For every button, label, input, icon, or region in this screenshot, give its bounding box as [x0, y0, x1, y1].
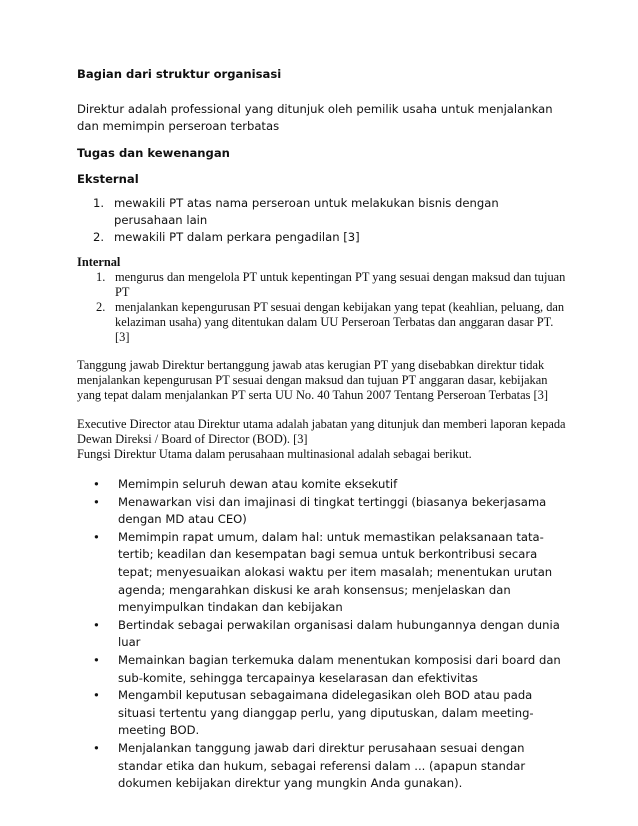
bullet-icon: •	[93, 529, 100, 544]
intro-paragraph: Direktur adalah professional yang ditunjuk oleh pemilik usaha untuk menjalankan dan memimpin perseroan terbatas	[77, 102, 553, 133]
list-number: 2.	[96, 300, 106, 314]
list-item	[77, 195, 567, 229]
executive-paragraph: Executive Director atau Direktur utama adalah jabatan yang ditunjuk dan memberi laporan kepada Dewan Direksi / Board of Director (BOD). [3]	[77, 417, 566, 446]
list-number: 2.	[93, 230, 105, 244]
bullet-text: Menawarkan visi dan imajinasi di tingkat tertinggi (biasanya bekerjasama dengan MD atau CEO)	[118, 494, 547, 527]
bullet-item	[77, 687, 567, 740]
bullet-icon: •	[93, 652, 100, 667]
bullet-item	[77, 494, 567, 529]
list-item	[77, 270, 567, 300]
bullet-text: Bertindak sebagai perwakilan organisasi dalam hubungannya dengan dunia luar	[118, 617, 560, 650]
internal-list	[77, 270, 567, 345]
fungsi-paragraph: Fungsi Direktur Utama dalam perusahaan multinasional adalah sebagai berikut.	[77, 447, 472, 461]
tugas-heading: Tugas dan kewenangan	[77, 146, 230, 160]
bullet-icon: •	[93, 477, 100, 491]
bullet-item	[77, 529, 567, 617]
bullet-item	[77, 740, 567, 793]
list-item	[77, 229, 567, 246]
bullet-text: Memimpin rapat umum, dalam hal: untuk memastikan pelaksanaan tata-tertib; keadilan dan kesempatan bagi semua untuk berkontribusi secara tepat; menyesuaikan alokasi waktu per item masalah; menentukan urutan agenda; mengarahkan diskusi ke arah konsensus; menjelaskan dan menyimpulkan tindakan dan kebijakan	[118, 529, 553, 615]
list-number: 1.	[93, 196, 105, 210]
document-heading: Bagian dari struktur organisasi	[77, 67, 282, 81]
eksternal-list	[77, 195, 567, 246]
bullet-icon: •	[93, 617, 100, 632]
bullet-icon: •	[93, 494, 100, 509]
list-number: 1.	[96, 270, 106, 284]
list-text: mewakili PT atas nama perseroan untuk melakukan bisnis dengan perusahaan lain	[114, 196, 499, 227]
bullet-item	[77, 617, 567, 652]
list-text: mewakili PT dalam perkara pengadilan [3]	[114, 230, 360, 244]
bullet-text: Mengambil keputusan sebagaimana didelegasikan oleh BOD atau pada situasi tertentu yang dianggap perlu, yang diputuskan, dalam meeting-meeting BOD.	[118, 688, 534, 738]
bullet-item	[77, 476, 567, 494]
document-page	[77, 66, 567, 793]
fungsi-bullet-list	[77, 476, 567, 793]
tanggung-jawab-paragraph: Tanggung jawab Direktur bertanggung jawab atas kerugian PT yang disebabkan direktur tidak menjalankan kepengurusan PT sesuai dengan maksud dan tujuan PT anggaran dasar, kebijakan yang tepat dalam menjalankan PT serta UU No. 40 Tahun 2007 Tentang Perseroan Terbatas [3]	[77, 358, 548, 402]
list-item	[77, 300, 567, 345]
bullet-text: Memimpin seluruh dewan atau komite eksekutif	[118, 477, 398, 491]
list-text: mengurus dan mengelola PT untuk kepentingan PT yang sesuai dengan maksud dan tujuan PT	[115, 270, 566, 299]
eksternal-heading: Eksternal	[77, 172, 139, 186]
bullet-item	[77, 652, 567, 687]
bullet-icon: •	[93, 740, 100, 755]
bullet-text: Menjalankan tanggung jawab dari direktur perusahaan sesuai dengan standar etika dan hukum, sebagai referensi dalam ... (apapun standar dokumen kebijakan direktur yang mungkin Anda gunakan).	[118, 740, 526, 791]
internal-heading: Internal	[77, 255, 121, 269]
bullet-icon: •	[93, 688, 100, 703]
list-text: menjalankan kepengurusan PT sesuai dengan kebijakan yang tepat (keahlian, peluang, dan kelaziman usaha) yang ditentukan dalam UU Perseroan Terbatas dan anggaran dasar PT. [3]	[115, 300, 565, 344]
bullet-text: Memainkan bagian terkemuka dalam menentukan komposisi dari board dan sub-komite, sehingga tercapainya keselarasan dan efektivitas	[118, 652, 561, 685]
